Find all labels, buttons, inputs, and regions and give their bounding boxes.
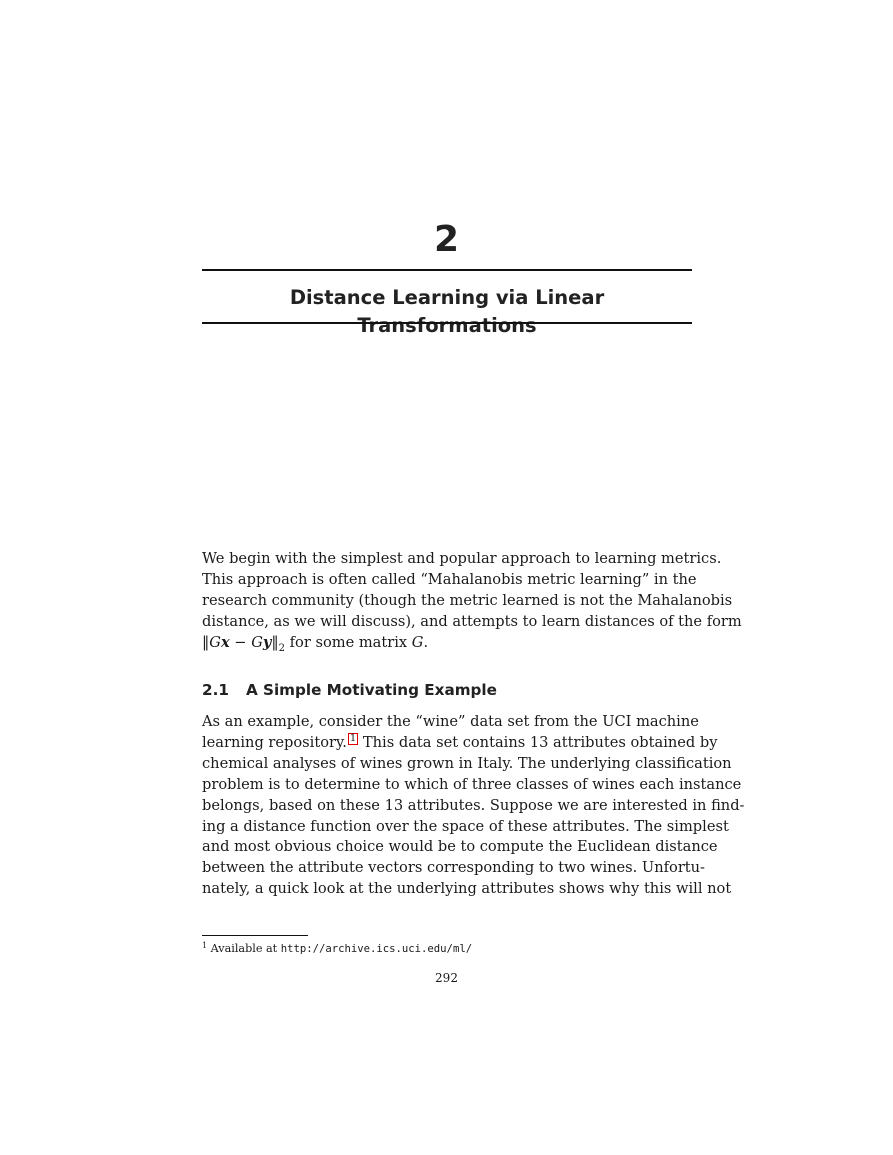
footnote-text: Available at xyxy=(207,942,281,955)
section-number: 2.1 xyxy=(202,681,229,699)
body-line2-before: learning repository. xyxy=(202,733,347,751)
footnote-url[interactable]: http://archive.ics.uci.edu/ml/ xyxy=(280,943,473,955)
body-line: As an example, consider the “wine” data set from the UCI machine xyxy=(202,713,699,730)
norm-close: ‖ xyxy=(271,633,279,651)
intro-line: research community (though the metric learned is not the Mahalanobis xyxy=(202,591,733,609)
footnote-rule xyxy=(202,935,308,936)
body-line: chemical analyses of wines grown in Italy. The underlying classification xyxy=(202,754,732,772)
intro-line: This approach is often called “Mahalanobis metric learning” in the xyxy=(202,570,697,588)
footnote-link[interactable]: 1 xyxy=(349,732,357,744)
chapter-top-rule xyxy=(202,269,692,271)
intro-line: We begin with the simplest and popular approach to learning metrics. xyxy=(202,550,722,567)
chapter-number: 2 xyxy=(433,219,460,260)
body-line: belongs, based on these 13 attributes. Suppose we are interested in find- xyxy=(202,796,745,814)
norm-open: ‖ xyxy=(202,633,210,651)
formula-period: . xyxy=(423,633,429,651)
formula-x: x xyxy=(220,633,230,651)
body-line: between the attribute vectors corresponding to two wines. Unfortu- xyxy=(202,859,705,877)
intro-paragraph xyxy=(202,549,742,659)
formula-tail: for some matrix xyxy=(285,633,412,651)
body-line-with-footnote xyxy=(202,732,718,754)
body-line: problem is to determine to which of three classes of wines each instance xyxy=(202,775,742,793)
formula-subscript: 2 xyxy=(278,642,286,654)
section-heading xyxy=(202,679,497,701)
page-number: 292 xyxy=(435,971,458,985)
body-line: and most obvious choice would be to compute the Euclidean distance xyxy=(202,838,718,856)
chapter-bottom-rule xyxy=(202,322,692,324)
formula-y: y xyxy=(262,633,272,651)
chapter-title: Distance Learning via Linear Transformations xyxy=(289,286,605,337)
body-line: nately, a quick look at the underlying attributes shows why this will not xyxy=(202,880,732,898)
formula-g1: G xyxy=(209,633,221,651)
formula-minus: − xyxy=(229,633,252,651)
body-line: ing a distance function over the space of these attributes. The simplest xyxy=(202,817,729,835)
section-title: A Simple Motivating Example xyxy=(246,681,497,699)
intro-formula-line xyxy=(202,633,692,660)
formula-matrix: G xyxy=(411,633,424,651)
footnote xyxy=(202,938,472,957)
body-line2-after: This data set contains 13 attributes obtained by xyxy=(358,733,718,751)
footnote-marker: 1 xyxy=(202,941,208,950)
body-paragraph xyxy=(202,712,745,900)
formula-g2: G xyxy=(251,633,263,651)
intro-line: distance, as we will discuss), and attempts to learn distances of the form xyxy=(202,612,742,630)
